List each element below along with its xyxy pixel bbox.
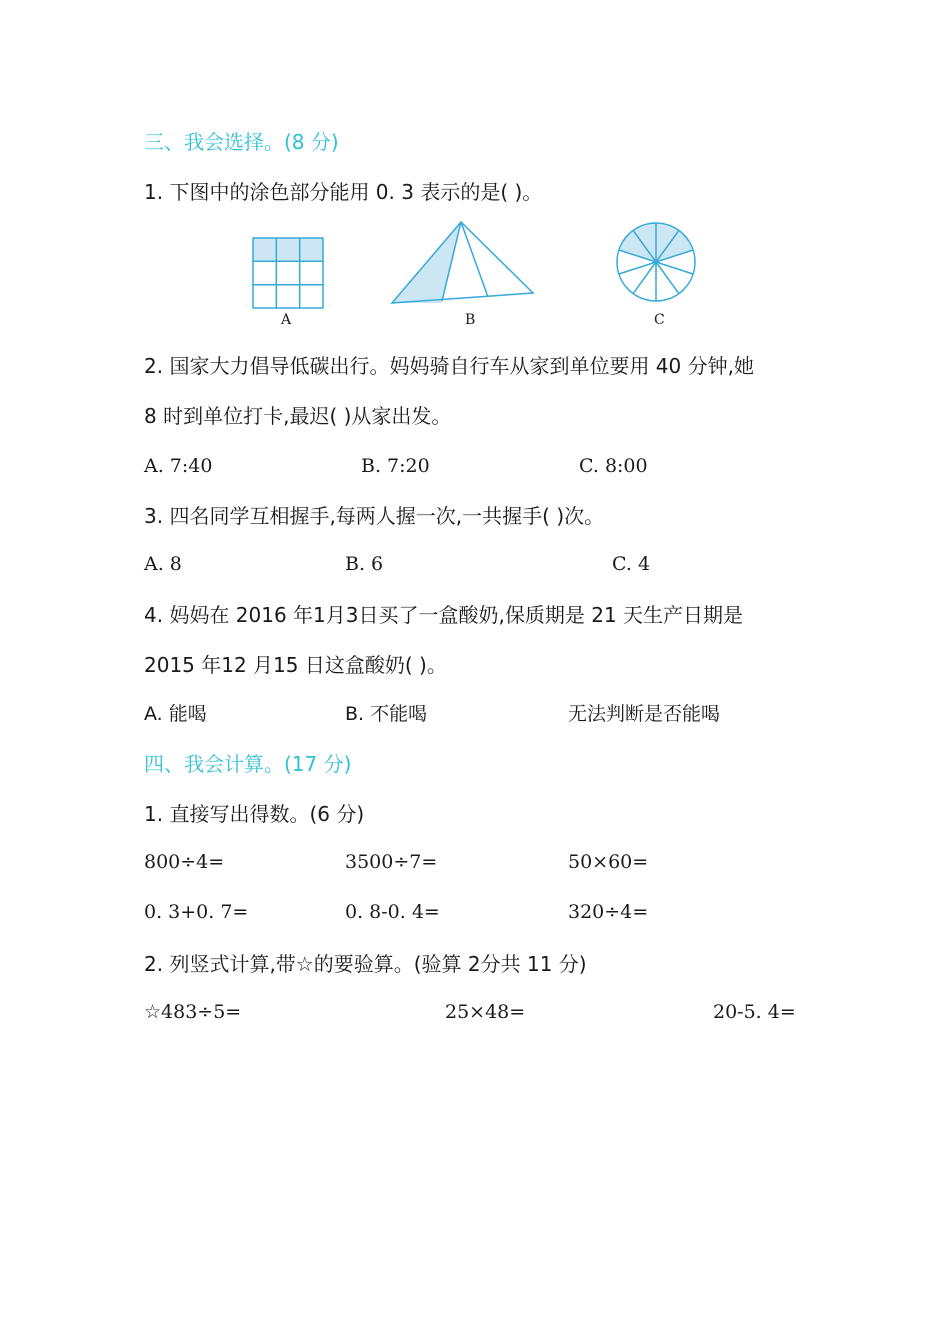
question-4-1: 1. 直接写出得数。(6 分) [144,802,365,826]
question-3-3: 3. 四名同学互相握手,每两人握一次,一共握手( )次。 [144,504,605,528]
calc-2-3: 320÷4= [568,901,649,923]
calc-1-1: 800÷4= [144,851,225,873]
figure-c-label: C [654,312,665,328]
shaded-row [253,238,323,261]
q3-2-option-a: A. 7:40 [144,455,213,477]
section-4-score: (17 分) [284,752,352,776]
figure-c-circle [614,220,698,304]
question-3-2-line-1: 2. 国家大力倡导低碳出行。妈妈骑自行车从家到单位要用 40 分钟,她 [144,354,754,378]
question-3-1: 1. 下图中的涂色部分能用 0. 3 表示的是( )。 [144,180,543,204]
q3-2-option-b: B. 7:20 [361,455,430,477]
calc-1-3: 50×60= [568,851,649,873]
question-3-4-line-1: 4. 妈妈在 2016 年1月3日买了一盒酸奶,保质期是 21 天生产日期是 [144,603,744,627]
calc-2-1: 0. 3+0. 7= [144,901,249,923]
calc-2-2: 0. 8-0. 4= [345,901,440,923]
q3-2-option-c: C. 8:00 [579,455,648,477]
figure-a-grid [252,237,324,309]
q3-3-option-b: B. 6 [345,553,384,575]
q3-4-option-c: 无法判断是否能喝 [568,703,721,725]
question-3-4-line-2: 2015 年12 月15 日这盒酸奶( )。 [144,653,447,677]
section-3-score: (8 分) [284,130,339,154]
q3-4-option-b: B. 不能喝 [345,703,428,725]
q3-4-option-a: A. 能喝 [144,703,207,725]
q3-3-option-c: C. 4 [612,553,651,575]
figure-b-triangle [390,220,536,306]
figure-b-label: B [465,312,476,328]
question-4-2: 2. 列竖式计算,带☆的要验算。(验算 2分共 11 分) [144,952,587,976]
vertical-calc-1: ☆483÷5= [144,1001,242,1023]
section-4-heading [144,750,351,778]
question-3-2-line-2: 8 时到单位打卡,最迟( )从家出发。 [144,404,452,428]
section-4-title: 四、我会计算。 [144,752,284,776]
vertical-calc-2: 25×48= [445,1001,526,1023]
figure-a-label: A [281,312,292,328]
vertical-calc-3: 20-5. 4= [713,1001,796,1023]
section-3-title: 三、我会选择。 [144,130,284,154]
calc-1-2: 3500÷7= [345,851,438,873]
section-3-heading [144,128,339,156]
q3-3-option-a: A. 8 [144,553,182,575]
